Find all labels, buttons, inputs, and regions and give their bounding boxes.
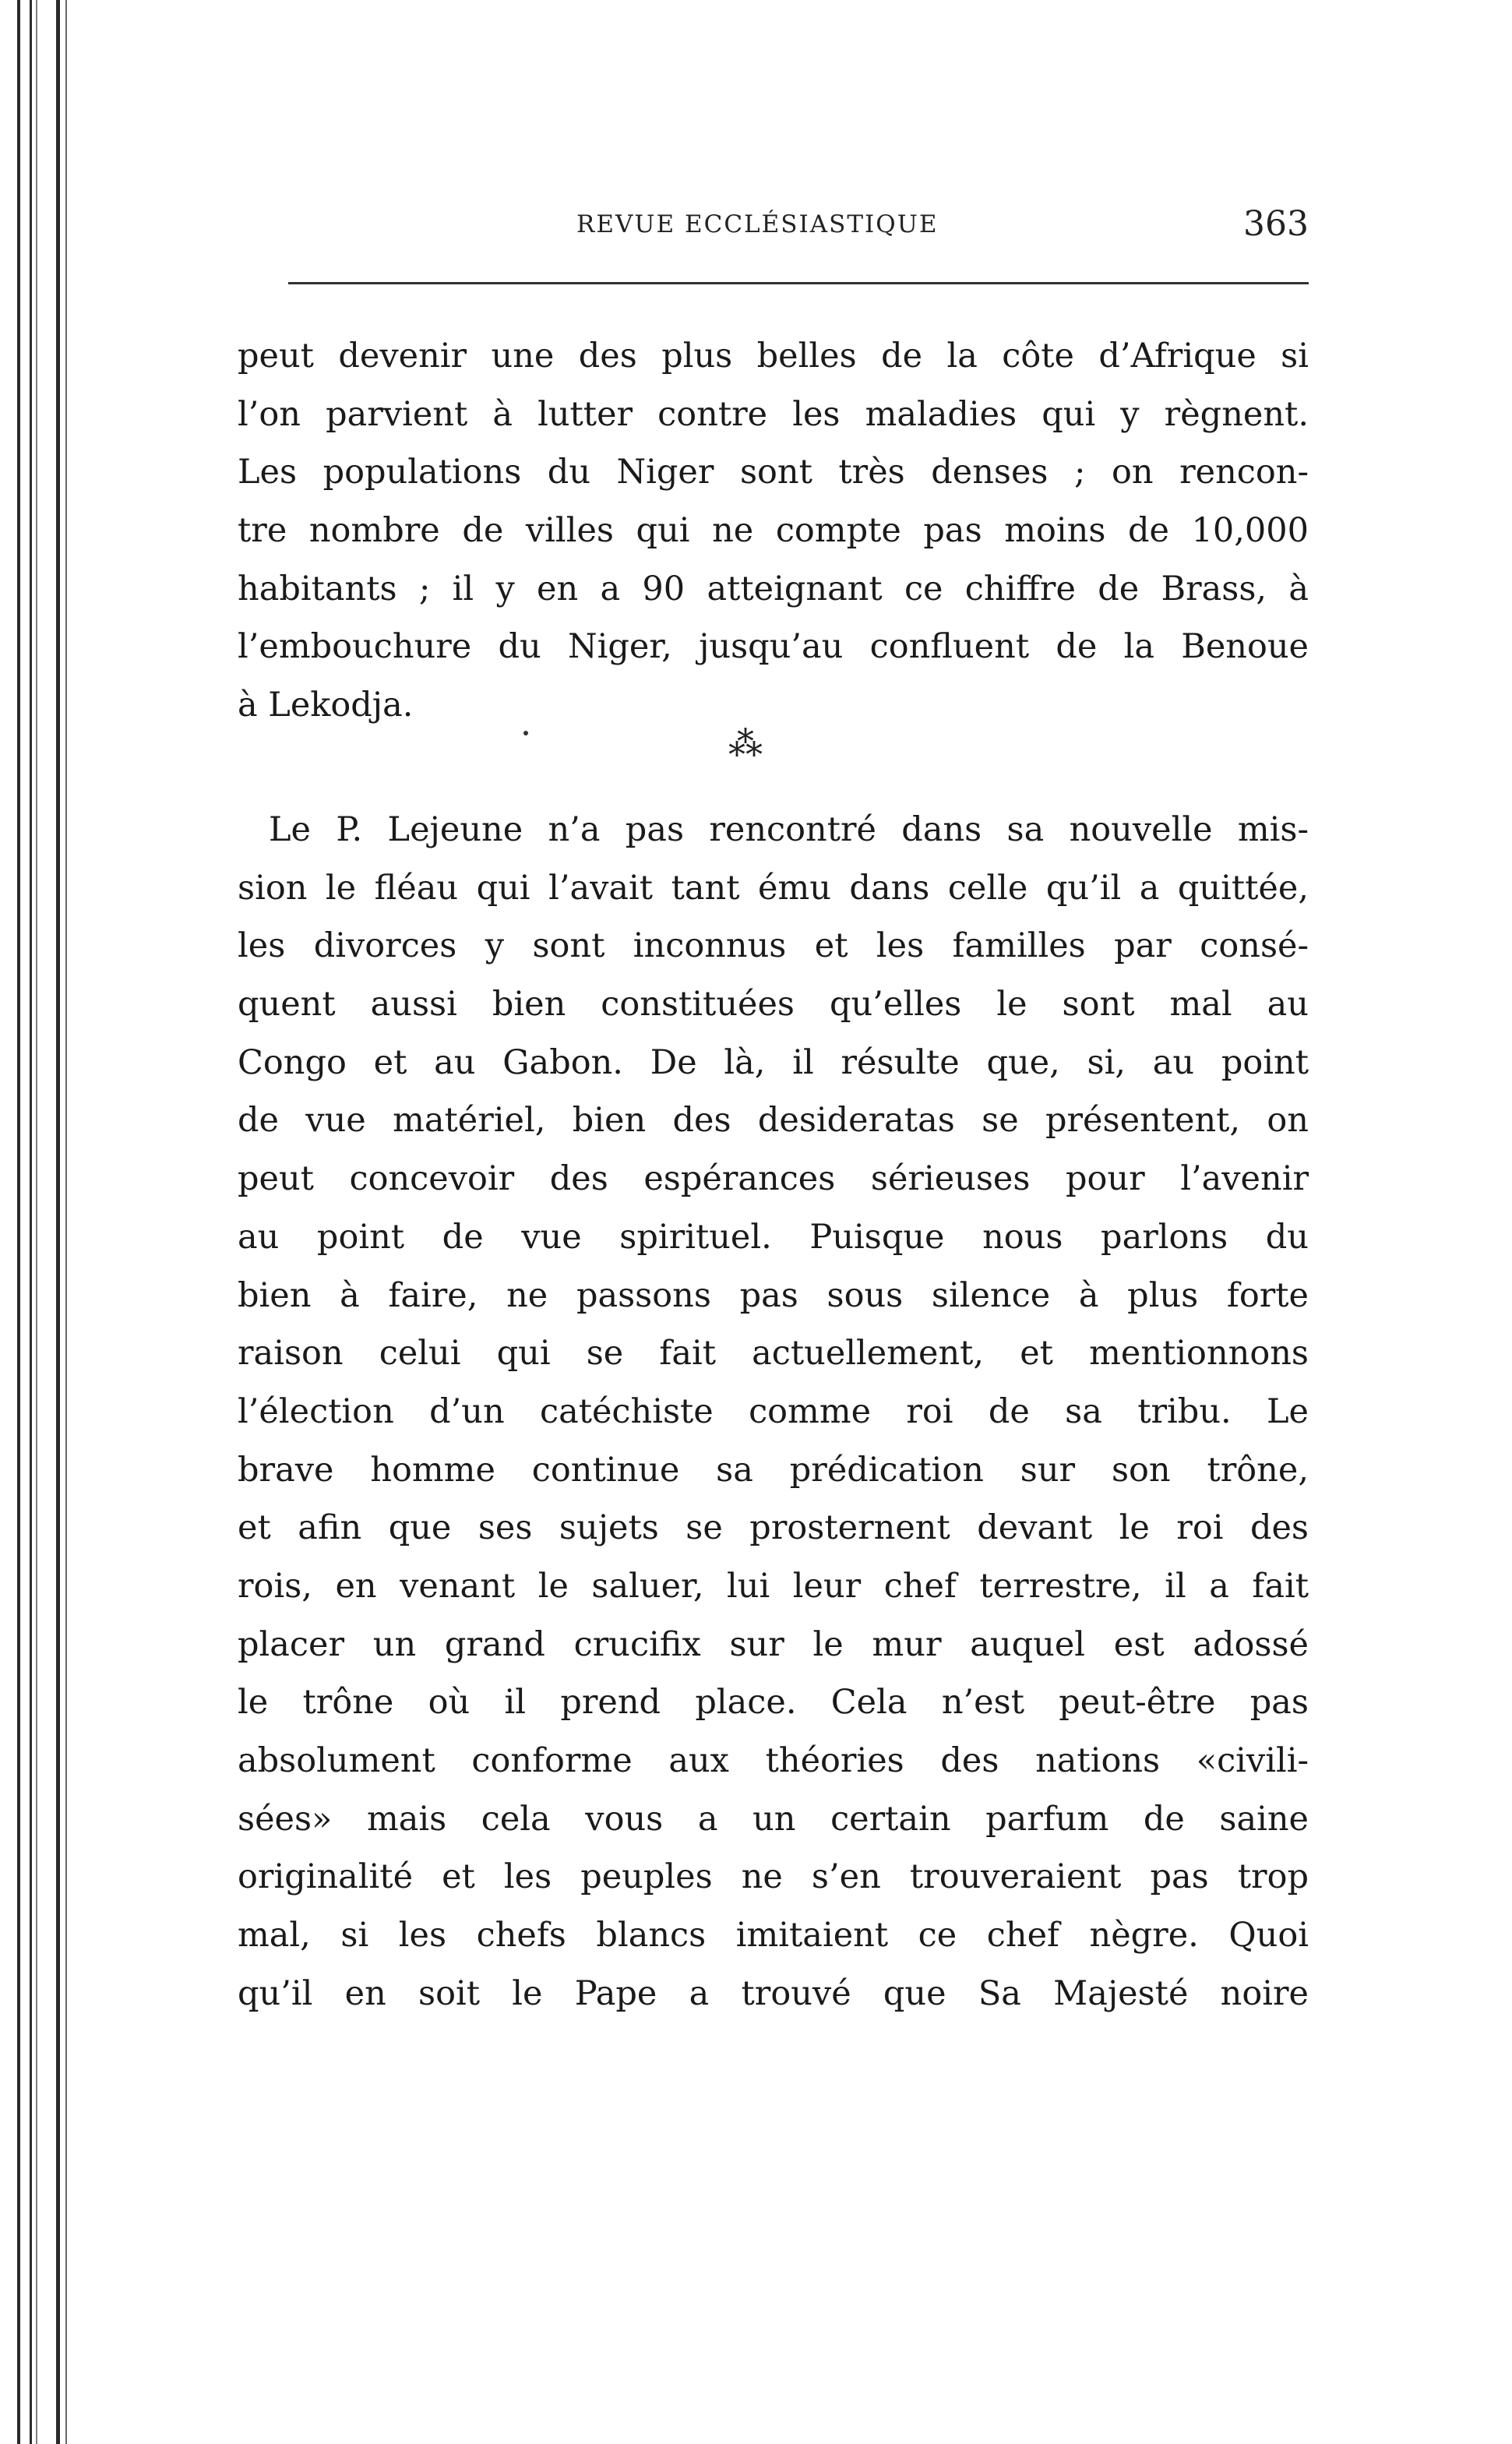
text-line: l’embouchure du Niger, jusqu’au confluent de la Benoue xyxy=(238,627,1309,667)
text-line: de vue matériel, bien des desideratas se présentent, on xyxy=(238,1101,1309,1141)
text-line: placer un grand crucifix sur le mur auquel est adossé xyxy=(238,1624,1309,1664)
paragraph-1 xyxy=(238,327,1309,735)
text-line: à Lekodja. xyxy=(238,686,414,725)
stray-ink-dot xyxy=(523,731,528,735)
text-line: qu’il en soit le Pape a trouvé que Sa Majesté noire xyxy=(238,1973,1309,2013)
text-line: au point de vue spirituel. Puisque nous parlons du xyxy=(238,1217,1309,1257)
text-line: l’élection d’un catéchiste comme roi de sa tribu. Le xyxy=(238,1391,1309,1431)
text-line: brave homme continue sa prédication sur son trône, xyxy=(238,1450,1309,1490)
text-line: mal, si les chefs blancs imitaient ce chef nègre. Quoi xyxy=(238,1916,1309,1956)
text-line: quent aussi bien constituées qu’elles le sont mal au xyxy=(238,985,1309,1025)
text-line: sion le fléau qui l’avait tant ému dans celle qu’il a quittée, xyxy=(238,868,1309,908)
text-line: raison celui qui se fait actuellement, et mentionnons xyxy=(238,1334,1309,1374)
text-line: Le P. Lejeune n’a pas rencontré dans sa nouvelle mis- xyxy=(269,810,1309,849)
text-line: absolument conforme aux théories des nations «civili- xyxy=(238,1741,1309,1780)
page-header xyxy=(0,204,1309,251)
text-line: Congo et au Gabon. De là, il résulte que, si, au point xyxy=(238,1042,1309,1082)
text-line: peut concevoir des espérances sérieuses pour l’avenir xyxy=(238,1159,1309,1199)
section-separator-asterism: ⁂ xyxy=(728,725,763,764)
page-binding-edge xyxy=(0,0,86,2444)
running-title: REVUE ECCLÉSIASTIQUE xyxy=(576,210,939,238)
text-line: le trône où il prend place. Cela n’est peut-être pas xyxy=(238,1683,1309,1723)
paragraph-2 xyxy=(238,801,1309,2023)
header-rule xyxy=(288,282,1309,284)
text-line: Les populations du Niger sont très denses ; on rencon- xyxy=(238,453,1309,492)
text-line: habitants ; il y en a 90 atteignant ce chiffre de Brass, à xyxy=(238,569,1309,608)
text-line: rois, en venant le saluer, lui leur chef terrestre, il a fait xyxy=(238,1566,1309,1606)
text-line: sées» mais cela vous a un certain parfum de saine xyxy=(238,1799,1309,1839)
text-line: bien à faire, ne passons pas sous silence à plus forte xyxy=(238,1275,1309,1315)
text-line: tre nombre de villes qui ne compte pas moins de 10,000 xyxy=(238,511,1309,551)
text-line: originalité et les peuples ne s’en trouveraient pas trop xyxy=(238,1857,1309,1897)
page-number: 363 xyxy=(1243,204,1309,244)
text-line: et afin que ses sujets se prosternent devant le roi des xyxy=(238,1508,1309,1548)
text-line: les divorces y sont inconnus et les familles par consé- xyxy=(238,926,1309,966)
text-line: peut devenir une des plus belles de la côte d’Afrique si xyxy=(238,337,1309,376)
text-line: l’on parvient à lutter contre les maladies qui y règnent. xyxy=(238,394,1309,434)
